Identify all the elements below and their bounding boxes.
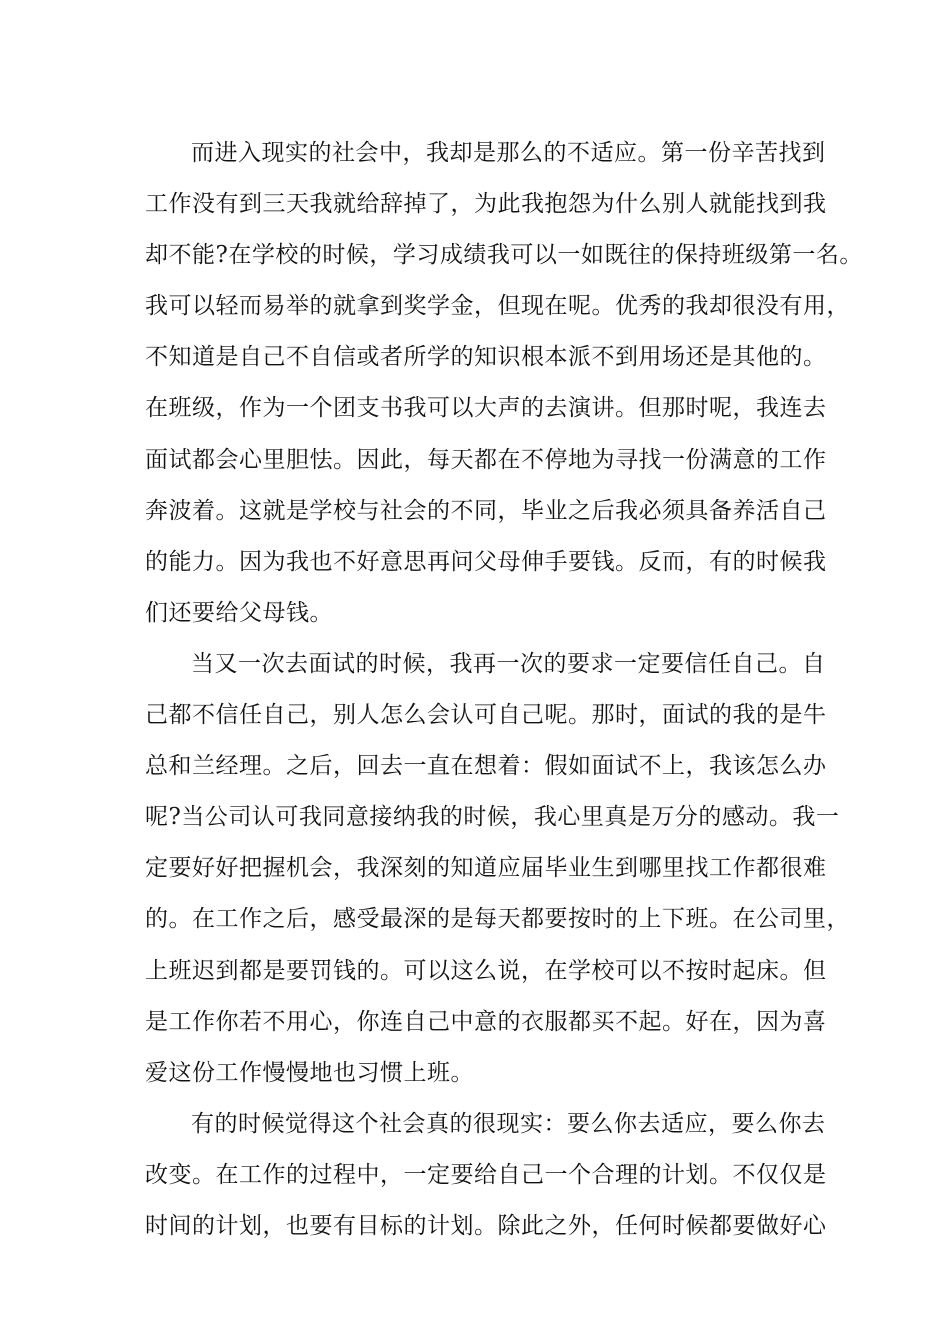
- text-line: 当又一次去面试的时候，我再一次的要求一定要信任自己。自: [191, 650, 826, 677]
- paragraph-3: [145, 1099, 825, 1252]
- text-line: 呢?当公司认可我同意接纳我的时候，我心里真是万分的感动。我一: [145, 804, 840, 831]
- text-line: 有的时候觉得这个社会真的很现实：要么你去适应，要么你去: [191, 1110, 826, 1137]
- text-line: 定要好好把握机会，我深刻的知道应届毕业生到哪里找工作都很难: [145, 855, 827, 882]
- text-line: 我可以轻而易举的就拿到奖学金，但现在呢。优秀的我却很没有用，: [145, 293, 850, 320]
- text-line: 爱这份工作慢慢地也习惯上班。: [145, 1059, 474, 1086]
- text-line: 时间的计划，也要有目标的计划。除此之外，任何时候都要做好心: [145, 1212, 827, 1239]
- text-line: 工作没有到三天我就给辞掉了，为此我抱怨为什么别人就能找到我: [145, 191, 827, 218]
- text-line: 的能力。因为我也不好意思再问父母伸手要钱。反而，有的时候我: [145, 548, 827, 575]
- text-line: 奔波着。这就是学校与社会的不同，毕业之后我必须具备养活自己: [145, 497, 827, 524]
- paragraph-1: [145, 128, 863, 639]
- text-line: 面试都会心里胆怯。因此，每天都在不停地为寻找一份满意的工作: [145, 446, 827, 473]
- text-line: 的。在工作之后，感受最深的是每天都要按时的上下班。在公司里，: [145, 906, 850, 933]
- body-text: [145, 128, 863, 1252]
- text-line: 总和兰经理。之后，回去一直在想着：假如面试不上，我该怎么办: [145, 753, 827, 780]
- paragraph-2: [145, 639, 850, 1099]
- text-line: 们还要给父母钱。: [145, 599, 333, 626]
- text-line: 在班级，作为一个团支书我可以大声的去演讲。但那时呢，我连去: [145, 395, 827, 422]
- text-line: 而进入现实的社会中，我却是那么的不适应。第一份辛苦找到: [191, 140, 826, 166]
- text-line: 上班迟到都是要罚钱的。可以这么说，在学校可以不按时起床。但: [145, 957, 827, 984]
- text-line: 己都不信任自己，别人怎么会认可自己呢。那时，面试的我的是牛: [145, 702, 827, 729]
- text-line: 不知道是自己不自信或者所学的知识根本派不到用场还是其他的。: [145, 344, 827, 371]
- text-line: 是工作你若不用心，你连自己中意的衣服都买不起。好在，因为喜: [145, 1008, 827, 1035]
- text-line: 改变。在工作的过程中，一定要给自己一个合理的计划。不仅仅是: [145, 1161, 827, 1188]
- text-line: 却不能?在学校的时候，学习成绩我可以一如既往的保持班级第一名。: [145, 242, 863, 269]
